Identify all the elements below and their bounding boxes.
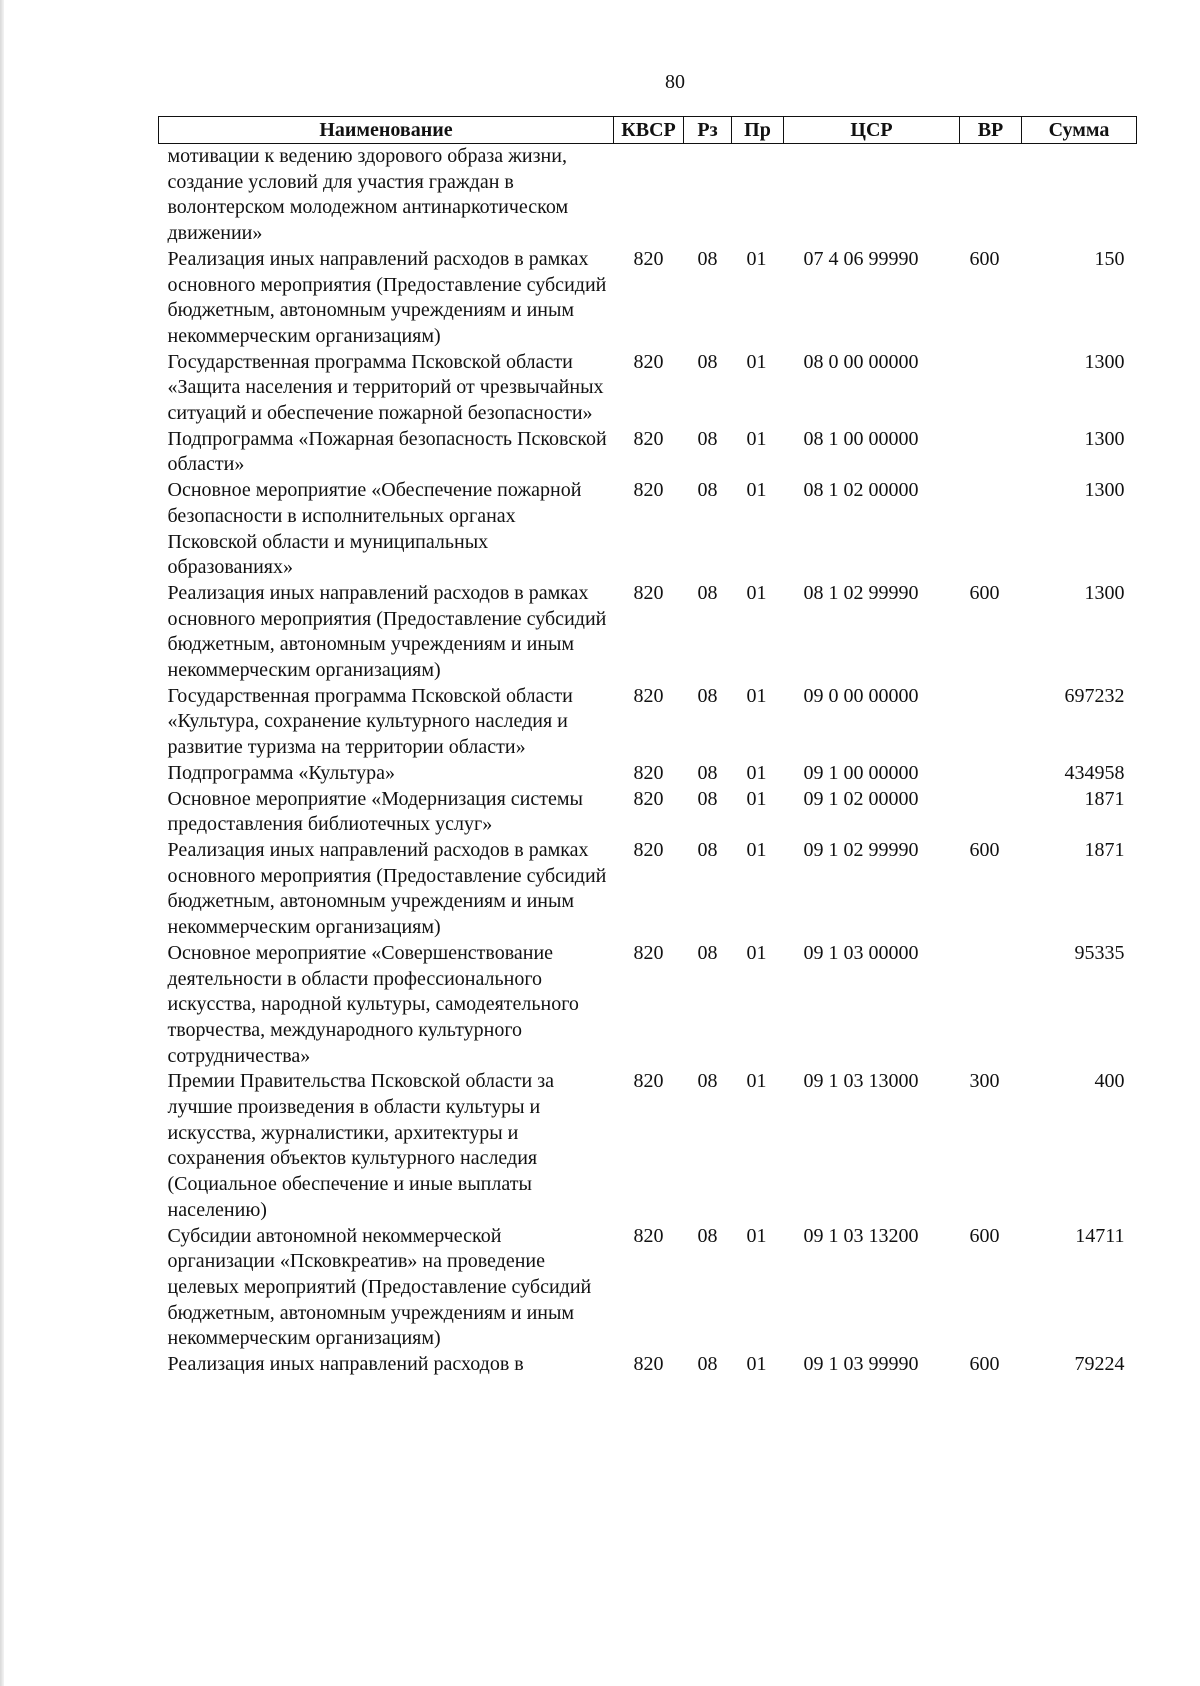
cell-name: Основное мероприятие «Модернизация системы предоставления библиотечных услуг» [167,787,583,836]
cell-csr [784,144,960,247]
cell-kvsr: 820 [633,1070,664,1093]
cell-csr: 09 1 02 99990 [803,838,919,861]
header-name: Наименование [159,117,614,144]
cell-rz: 08 [697,581,718,604]
cell-rz: 08 [697,479,718,502]
cell-csr: 08 1 02 00000 [803,479,919,502]
cell-rz: 08 [697,787,718,810]
cell-kvsr: 820 [633,684,664,707]
cell-kvsr: 820 [633,1224,664,1247]
budget-table [158,116,1137,1378]
cell-csr: 07 4 06 99990 [803,247,919,270]
cell-rz: 08 [697,761,718,784]
table-header [159,117,1137,144]
cell-csr: 08 1 00 00000 [803,427,919,450]
cell-pr: 01 [746,1070,767,1093]
header-pr: Пр [732,117,784,144]
cell-vr: 600 [969,838,1000,861]
cell-name: Субсидии автономной некоммерческой организации «Псковкреатив» на проведение целевых мероприятий (Предоставление субсидий бюджетным, автономным учреждениям и иным некоммерческим организациям) [167,1224,592,1350]
scan-edge [0,0,4,1686]
table-row [159,838,1137,941]
cell-vr [960,350,1022,427]
table-row [159,581,1137,684]
cell-rz: 08 [697,838,718,861]
cell-vr: 600 [969,247,1000,270]
cell-kvsr [614,144,684,247]
cell-rz: 08 [697,350,718,373]
cell-kvsr: 820 [633,787,664,810]
cell-csr: 09 1 03 99990 [803,1353,919,1376]
cell-pr: 01 [746,684,767,707]
cell-name: мотивации к ведению здорового образа жизни, создание условий для участия граждан в волонтерском молодежном антинаркотическом движении» [167,145,569,245]
header-sum: Сумма [1022,117,1137,144]
cell-sum: 1300 [1084,479,1125,502]
cell-rz: 08 [697,247,718,270]
cell-rz: 08 [697,941,718,964]
cell-pr: 01 [746,1353,767,1376]
cell-vr: 600 [969,1224,1000,1247]
header-rz: Рз [684,117,732,144]
table-row [159,684,1137,761]
cell-vr: 600 [969,1353,1000,1376]
table-row [159,247,1137,350]
cell-rz: 08 [697,1224,718,1247]
cell-sum: 1871 [1084,787,1125,810]
cell-pr: 01 [746,581,767,604]
header-csr: ЦСР [784,117,960,144]
table-row [159,761,1137,787]
cell-name: Реализация иных направлений расходов в рамках основного мероприятия (Предоставление субсидий бюджетным, автономным учреждениям и иным некоммерческим организациям) [167,838,607,939]
cell-name: Подпрограмма «Культура» [167,761,396,784]
cell-vr [960,941,1022,1070]
table-body [159,144,1137,1378]
table-row [159,1069,1137,1223]
cell-pr: 01 [746,941,767,964]
cell-sum: 1300 [1084,427,1125,450]
cell-kvsr: 820 [633,427,664,450]
cell-pr: 01 [746,350,767,373]
cell-name: Основное мероприятие «Совершенствование деятельности в области профессионального искусства, народной культуры, самодеятельного творчества, международного культурного сотрудничества» [167,941,579,1067]
table-row [159,350,1137,427]
cell-name: Реализация иных направлений расходов в рамках основного мероприятия (Предоставление субсидий бюджетным, автономным учреждениям и иным некоммерческим организациям) [167,247,607,347]
cell-sum: 1871 [1084,838,1125,861]
cell-rz [684,144,732,247]
cell-csr: 09 0 00 00000 [803,684,919,707]
table-row [159,427,1137,478]
cell-kvsr: 820 [633,761,664,784]
cell-kvsr: 820 [633,247,664,270]
cell-sum: 400 [1094,1070,1125,1093]
cell-pr: 01 [746,1224,767,1247]
cell-vr [960,684,1022,761]
cell-vr [960,787,1022,838]
cell-sum [1022,144,1137,247]
cell-kvsr: 820 [633,350,664,373]
cell-pr: 01 [746,838,767,861]
table-row [159,941,1137,1070]
cell-pr [732,144,784,247]
cell-sum: 1300 [1084,350,1125,373]
cell-vr [960,478,1022,581]
cell-csr: 08 0 00 00000 [803,350,919,373]
cell-name: Реализация иных направлений расходов в рамках основного мероприятия (Предоставление субсидий бюджетным, автономным учреждениям и иным некоммерческим организациям) [167,581,607,682]
table-row [159,144,1137,247]
cell-vr: 600 [969,581,1000,604]
cell-csr: 09 1 03 00000 [803,941,919,964]
page-number: 80 [665,71,685,93]
cell-kvsr: 820 [633,581,664,604]
cell-sum: 150 [1094,247,1125,270]
cell-kvsr: 820 [633,1353,664,1376]
table-row [159,787,1137,838]
table-row [159,478,1137,581]
cell-sum: 434958 [1064,761,1125,784]
cell-csr: 08 1 02 99990 [803,581,919,604]
cell-rz: 08 [697,684,718,707]
cell-sum: 79224 [1074,1353,1125,1376]
cell-sum: 697232 [1064,684,1125,707]
cell-name: Подпрограмма «Пожарная безопасность Псковской области» [167,427,607,476]
cell-rz: 08 [697,1070,718,1093]
cell-pr: 01 [746,427,767,450]
table-row [159,1224,1137,1353]
cell-name: Государственная программа Псковской области «Культура, сохранение культурного наследия и развитие туризма на территории области» [167,684,573,759]
cell-vr [960,761,1022,787]
cell-csr: 09 1 03 13200 [803,1224,919,1247]
cell-name: Реализация иных направлений расходов в [167,1353,524,1376]
cell-pr: 01 [746,761,767,784]
cell-vr [960,144,1022,247]
cell-sum: 95335 [1074,941,1125,964]
cell-pr: 01 [746,479,767,502]
cell-csr: 09 1 00 00000 [803,761,919,784]
cell-rz: 08 [697,1353,718,1376]
header-row [159,117,1137,144]
cell-csr: 09 1 02 00000 [803,787,919,810]
cell-sum: 14711 [1075,1224,1125,1247]
cell-name: Государственная программа Псковской области «Защита населения и территорий от чрезвычайных ситуаций и обеспечение пожарной безопасности» [167,350,604,425]
cell-pr: 01 [746,787,767,810]
cell-vr [960,427,1022,478]
header-vr: ВР [960,117,1022,144]
cell-name: Основное мероприятие «Обеспечение пожарной безопасности в исполнительных органах Псковской области и муниципальных образованиях» [167,479,582,579]
cell-sum: 1300 [1084,581,1125,604]
cell-kvsr: 820 [633,479,664,502]
table-row [159,1352,1137,1378]
cell-kvsr: 820 [633,941,664,964]
cell-kvsr: 820 [633,838,664,861]
cell-vr: 300 [969,1070,1000,1093]
cell-name: Премии Правительства Псковской области за лучшие произведения в области культуры и искусства, журналистики, архитектуры и сохранения объектов культурного наследия (Социальное обеспечение и иные выплаты населению) [167,1070,555,1221]
cell-rz: 08 [697,427,718,450]
header-kvsr: КВСР [614,117,684,144]
cell-csr: 09 1 03 13000 [803,1070,919,1093]
cell-pr: 01 [746,247,767,270]
